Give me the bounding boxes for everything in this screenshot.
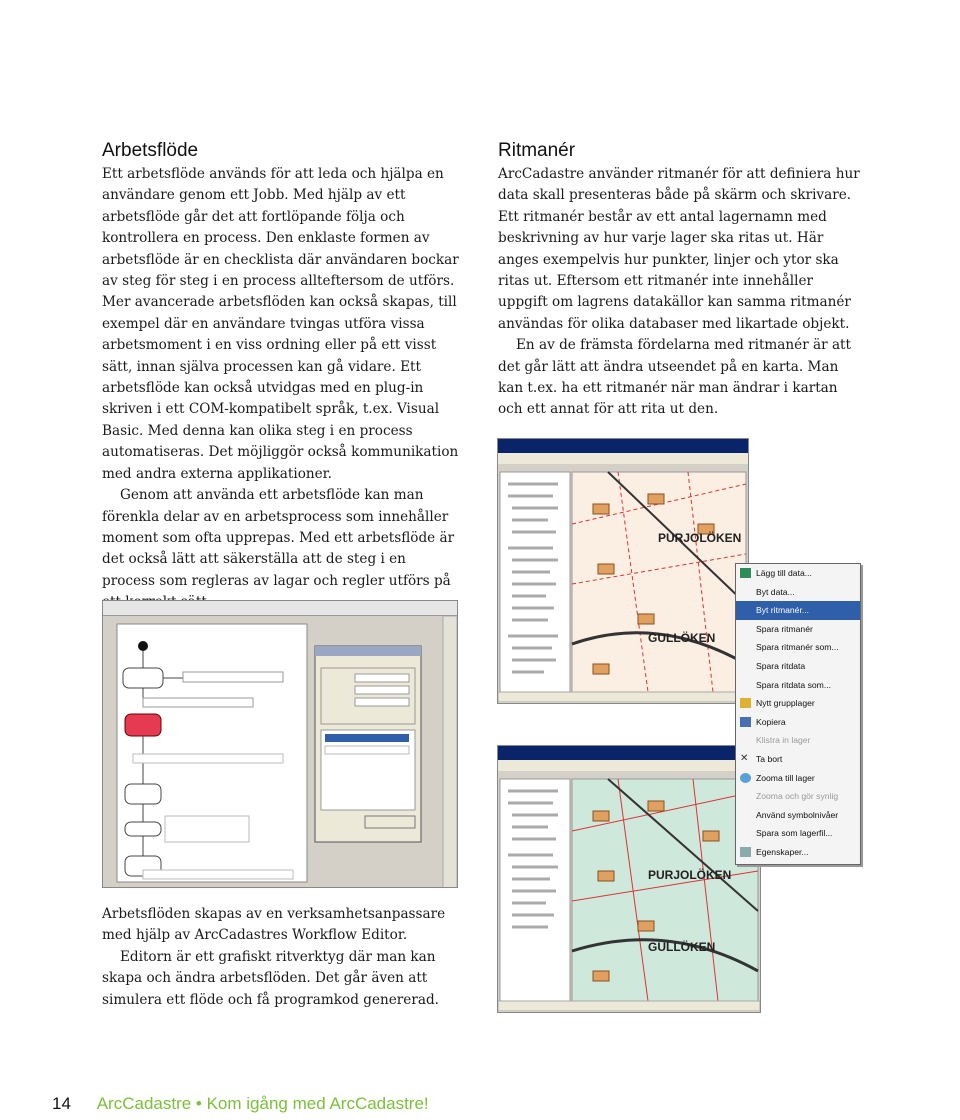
page-footer — [52, 1094, 429, 1114]
body-paragraph: ArcCadastre använder ritmanér för att definiera hur data skall presenteras både på skärm och skrivare. Ett ritmanér består av ett antal lagernamn med beskrivning av hur varje lager ska ritas ut. Här anges exempelvis hur punkter, linjer och ytor ska ritas ut. Eftersom ett ritmanér inte innehåller uppgift om lagrens datakällor kan samma ritmanér användas för olika databaser med likartade objekt. — [498, 166, 860, 332]
menu-item-ta-bort[interactable]: ✕ Ta bort — [740, 752, 783, 764]
body-paragraph: Ett arbetsflöde används för att leda och hjälpa en användare genom ett Jobb. Med hjälp av ett arbetsflöde går det att fortlöpande följa och kontrollera en process. Den enklaste formen av arbetsflöde är en checklista där användaren bockar av steg för steg i en process allteftersom de utförs. Mer avancerade arbetsflöden kan också skapas, till exempel där en användare tvingas utföra vissa arbetsmoment i en viss ordning eller på ett visst sätt, innan själva processen kan gå vidare. Ett arbetsflöde kan också utvidgas med en plug-in skriven i ett COM-kompatibelt språk, t.ex. Visual Basic. Med denna kan olika steg i en process automatiseras. Det möjliggör också kommunikation med andra externa applikationer. — [102, 166, 459, 482]
status-bar — [498, 1001, 760, 1011]
menu-bar — [498, 760, 760, 771]
window-title-bar — [103, 601, 457, 616]
add-data-icon — [740, 568, 751, 578]
menu-item-zooma-och-gor-synlig[interactable]: Zooma och gör synlig — [756, 791, 839, 802]
properties-icon — [740, 847, 751, 857]
menu-item-spara-som-lagerfil[interactable]: Spara som lagerfil... — [756, 828, 833, 839]
delete-icon: ✕ — [740, 752, 749, 764]
figure-caption — [102, 904, 462, 1011]
new-group-icon — [740, 698, 751, 708]
menu-item-spara-ritmaner[interactable]: Spara ritmanér — [756, 623, 813, 634]
menu-item-klistra-in-lager[interactable]: Klistra in lager — [756, 735, 811, 746]
workflow-step — [125, 784, 161, 804]
workflow-editor-screenshot — [102, 600, 458, 888]
map-view — [498, 464, 748, 702]
status-bar — [498, 692, 748, 702]
map-label-purjoloken: PURJOLÖKEN — [648, 868, 732, 882]
menu-item-spara-ritdata[interactable]: Spara ritdata — [756, 660, 806, 671]
body-paragraph: Genom att använda ett arbetsflöde kan man förenkla delar av en arbetsprocess som innehåller moment som ofta upprepas. Med ett arbetsflöde är det också lätt att säkerställa att de steg i en process som regleras av lagar och regler utförs på — [102, 487, 455, 589]
menu-item-anvand-symbolnivaer[interactable]: Använd symbolnivåer — [756, 809, 839, 820]
window-title-bar — [498, 746, 760, 760]
arccadastre-screenshot-top — [497, 438, 749, 704]
map-label-gulloken: GULLÖKEN — [648, 631, 716, 645]
menu-item-zooma-till-lager[interactable]: Zooma till lager — [736, 769, 860, 788]
menu-item-egenskaper[interactable]: Egenskaper... — [736, 843, 860, 862]
zoom-icon — [740, 773, 751, 783]
menu-item-nytt-grupplager[interactable]: Nytt grupplager — [736, 694, 860, 713]
right-column — [498, 140, 866, 421]
copy-icon — [740, 717, 751, 727]
active-step — [125, 714, 161, 736]
left-column — [102, 140, 462, 614]
layer-context-menu — [735, 563, 861, 865]
footer-title: ArcCadastre • Kom igång med ArcCadastre! — [96, 1094, 429, 1113]
workflow-step — [123, 668, 163, 688]
workflow-step — [125, 822, 161, 836]
workflow-diagram — [103, 616, 457, 888]
caption-paragraph: Editorn är ett grafiskt ritverktyg där man kan skapa och ändra arbetsflöden. Det går även att simulera ett flöde och få programkod genererad. — [102, 948, 439, 1008]
arccadastre-screenshot-bottom — [497, 745, 761, 1013]
map-view — [498, 771, 760, 1011]
menu-item-lagg-till-data[interactable]: Lägg till data... — [736, 564, 860, 583]
map-label-gulloken: GULLÖKEN — [648, 940, 716, 954]
menu-item-byt-ritmaner[interactable]: Byt ritmanér... — [736, 601, 860, 620]
section-heading-arbetsflode: Arbetsflöde — [102, 140, 199, 161]
body-paragraph: En av de främsta fördelarna med ritmanér är att det går lätt att ändra utseendet på en karta. Man kan t.ex. ha ett ritmanér när man ändrar i kartan och ett annat för att rita ut den. — [498, 337, 851, 418]
menu-item-spara-ritdata-som[interactable]: Spara ritdata som... — [756, 679, 831, 690]
dialog-button — [365, 816, 415, 828]
map-label-purjoloken: PURJOLÖKEN — [658, 531, 742, 545]
menu-bar — [498, 453, 748, 464]
menu-item-spara-ritmaner-som[interactable]: Spara ritmanér som... — [756, 642, 839, 653]
caption-paragraph: Arbetsflöden skapas av en verksamhetsanpassare med hjälp av ArcCadastres Workflow Editor. — [102, 906, 446, 944]
page-number: 14 — [52, 1094, 71, 1113]
window-title-bar — [498, 439, 748, 453]
menu-item-byt-data[interactable]: Byt data... — [756, 586, 795, 597]
section-heading-ritmaner: Ritmanér — [498, 140, 576, 161]
start-node — [138, 641, 148, 651]
menu-item-kopiera[interactable]: Kopiera — [736, 713, 860, 732]
